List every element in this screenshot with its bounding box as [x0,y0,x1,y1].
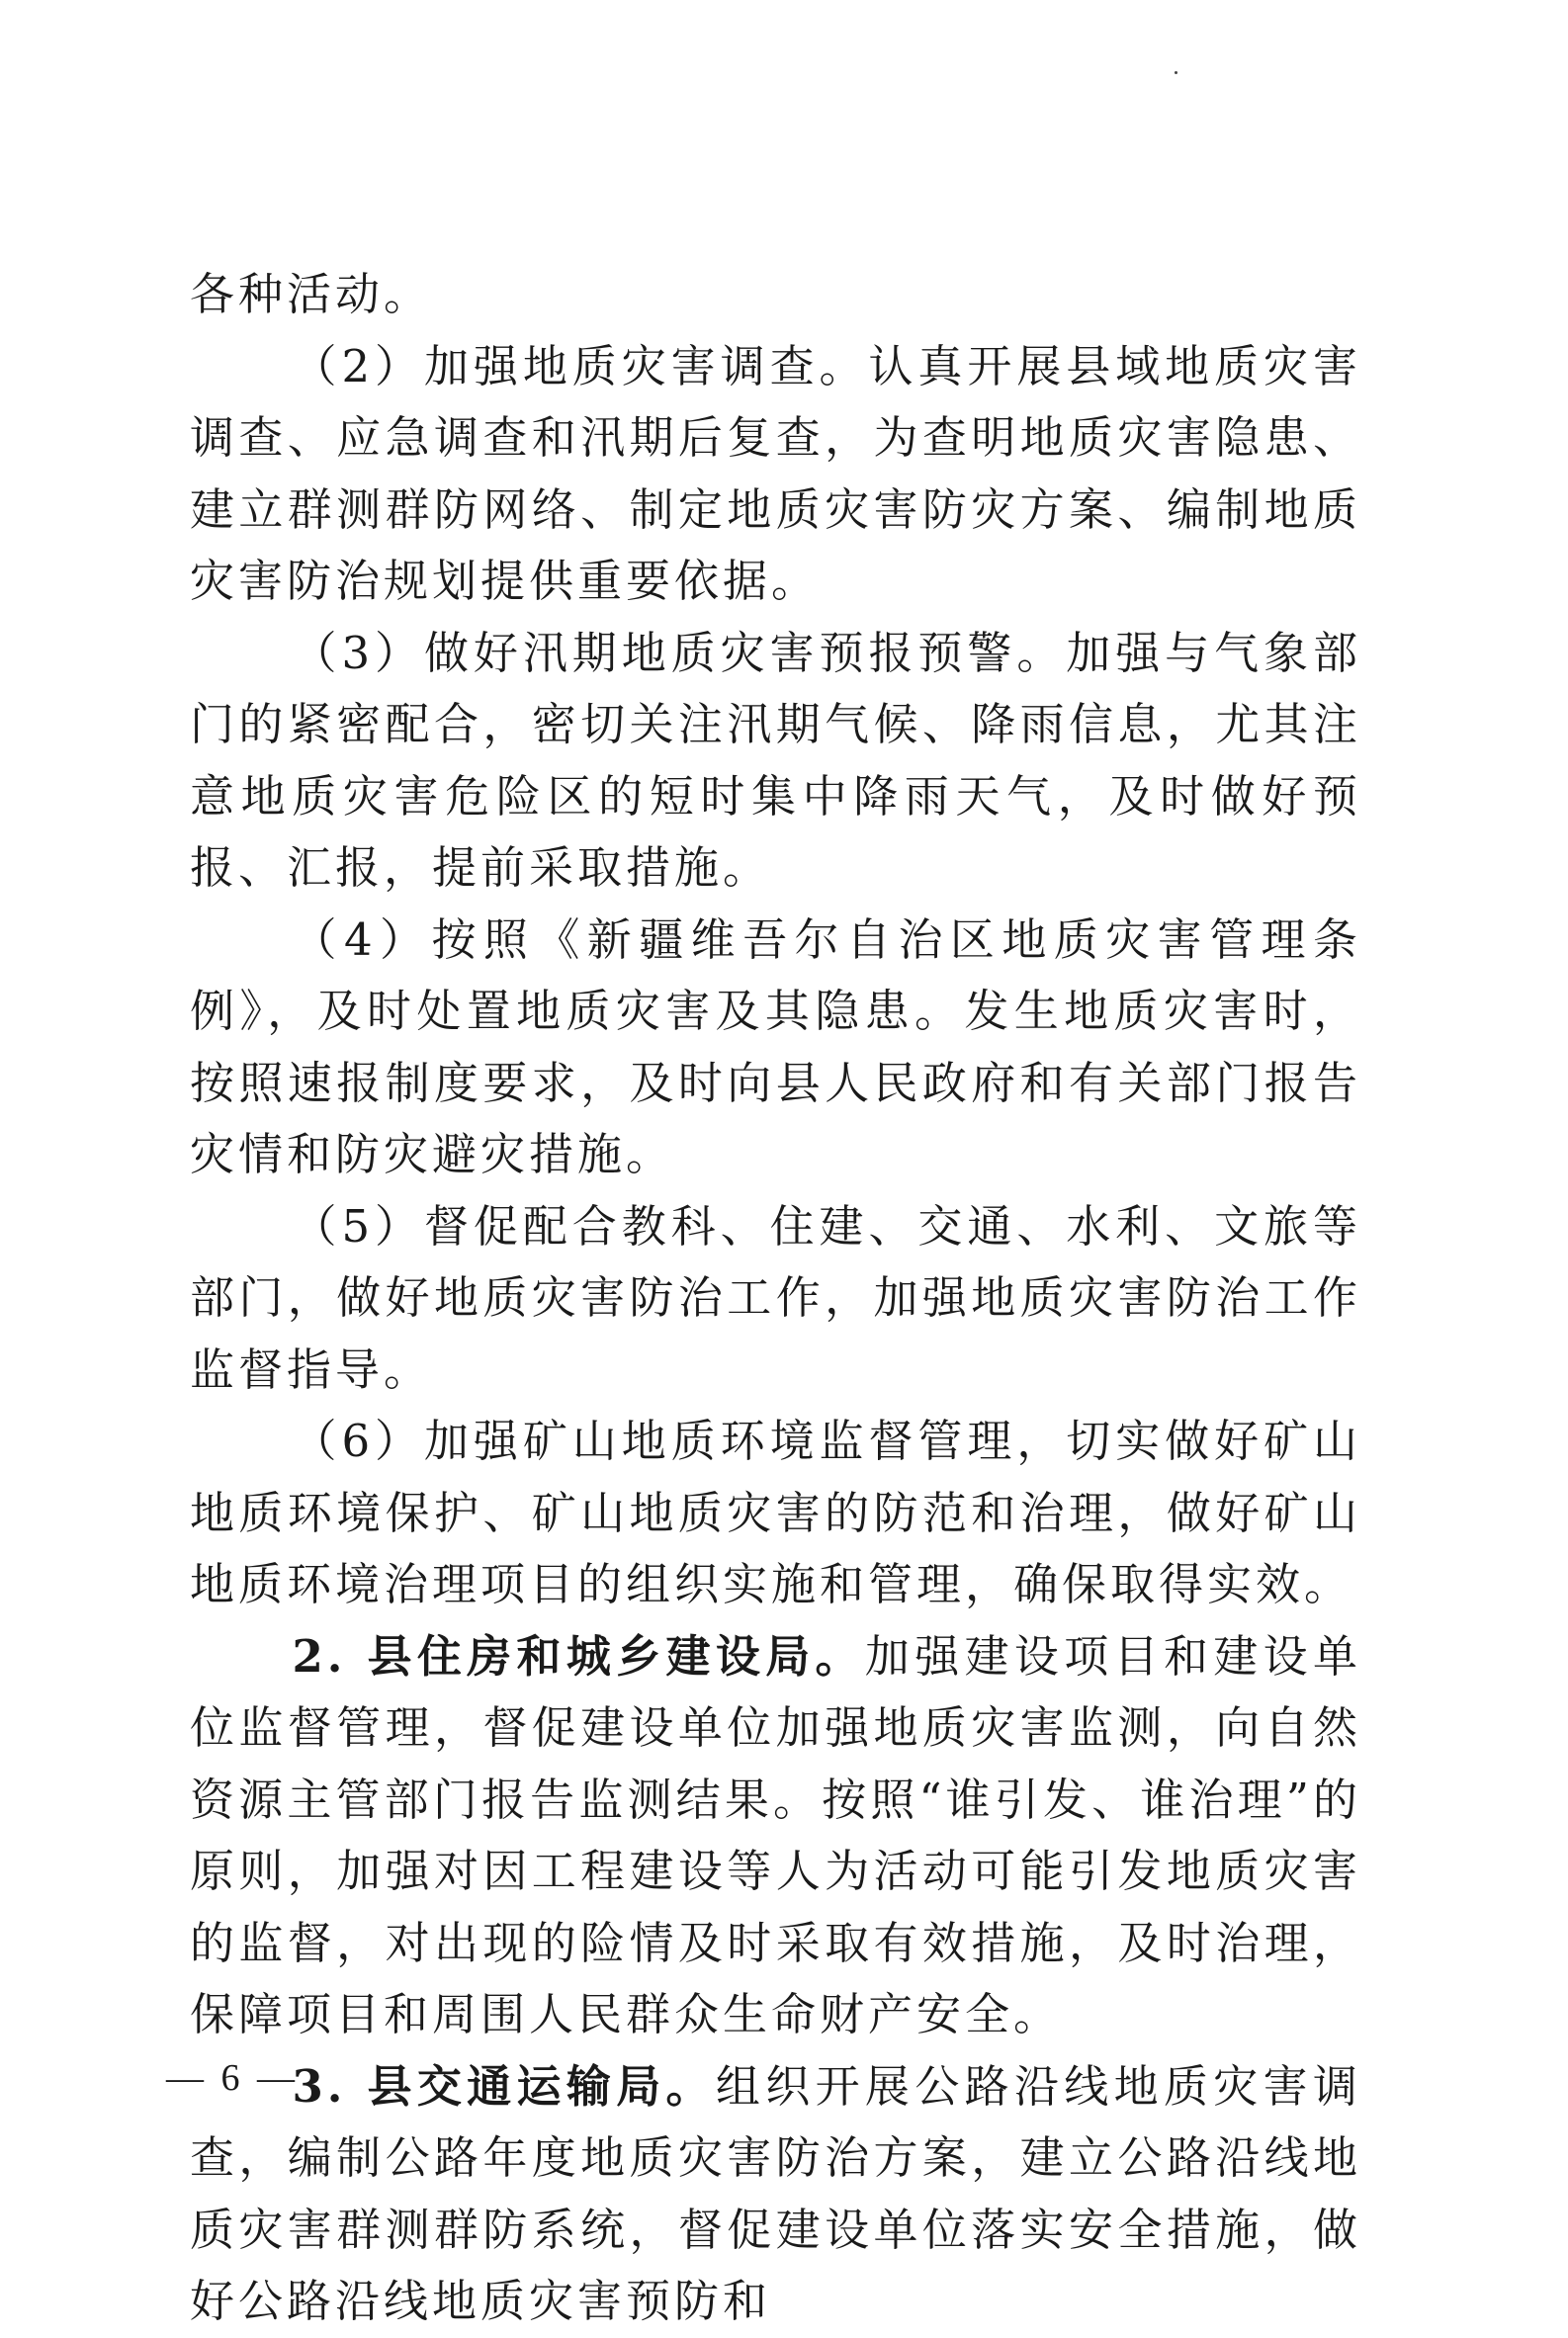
paragraph-transport-bureau [190,2051,1361,2338]
paragraph-text: （4）按照《新疆维吾尔自治区地质灾害管理条例》，及时处置地质灾害及其隐患。发生地质灾害时，按照速报制度要求，及时向县人民政府和有关部门报告灾情和防灾避灾措施。 [190,912,1361,1180]
paragraph-item-4 [190,905,1361,1191]
scan-speck [1175,71,1177,74]
paragraph-text: （6）加强矿山地质环境监督管理，切实做好矿山地质环境保护、矿山地质灾害的防范和治理，做好矿山地质环境治理项目的组织实施和管理，确保取得实效。 [190,1415,1361,1610]
paragraph-item-2 [190,331,1361,618]
paragraph-continuation [190,259,1361,331]
paragraph-heading: 2. 县住房和城乡建设局。 [292,1629,865,1683]
paragraph-item-3 [190,618,1361,905]
paragraph-text: 组织开展公路沿线地质灾害调查，编制公路年度地质灾害防治方案，建立公路沿线地质灾害群测群防系统，督促建设单位落实安全措施，做好公路沿线地质灾害预防和 [190,2059,1361,2327]
paragraph-housing-bureau [190,1621,1361,2051]
page-number: — 6 — [166,2057,299,2099]
paragraph-text: （3）做好汛期地质灾害预报预警。加强与气象部门的紧密配合，密切关注汛期气候、降雨信息，尤其注意地质灾害危险区的短时集中降雨天气，及时做好预报、汇报，提前采取措施。 [190,626,1361,894]
paragraph-text: （2）加强地质灾害调查。认真开展县域地质灾害调查、应急调查和汛期后复查，为查明地质灾害隐患、建立群测群防网络、制定地质灾害防灾方案、编制地质灾害防治规划提供重要依据。 [190,339,1361,607]
paragraph-item-5 [190,1191,1361,1407]
paragraph-text: （5）督促配合教科、住建、交通、水利、文旅等部门，做好地质灾害防治工作，加强地质灾害防治工作监督指导。 [190,1199,1361,1396]
paragraph-text: 加强建设项目和建设单位监督管理，督促建设单位加强地质灾害监测，向自然资源主管部门报告监测结果。按照“谁引发、谁治理”的原则，加强对因工程建设等人为活动可能引发地质灾害的监督，对出现的险情及时采取有效措施，及时治理，保障项目和周围人民群众生命财产安全。 [190,1629,1361,2040]
body-text [190,259,1361,2338]
paragraph-item-6 [190,1406,1361,1621]
paragraph-text: 各种活动。 [190,268,433,320]
paragraph-heading: 3. 县交通运输局。 [292,2059,716,2113]
